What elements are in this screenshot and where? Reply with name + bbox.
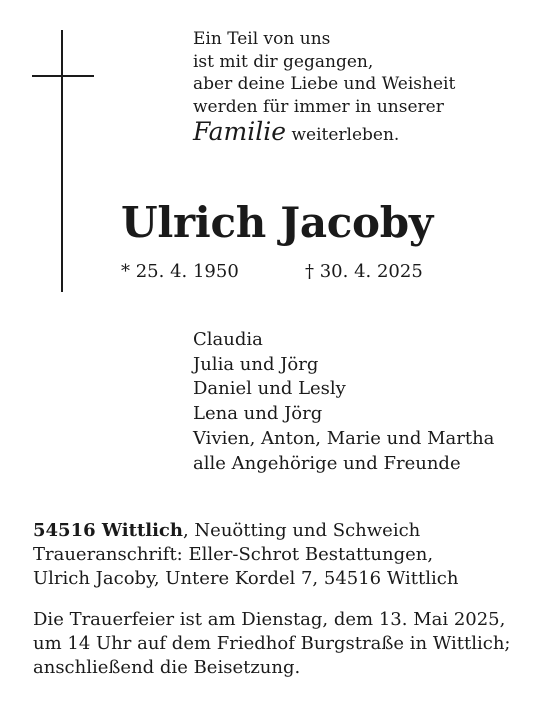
poem — [193, 28, 455, 147]
poem-emphasis: Familie — [193, 117, 287, 146]
mourner: Julia und Jörg — [193, 353, 319, 375]
cross-icon-vertical — [61, 30, 63, 292]
poem-line: aber deine Liebe und Weisheit — [193, 74, 456, 94]
address-place-rest: , Neuötting und Schweich — [182, 520, 421, 541]
address-line — [33, 519, 458, 543]
service-line: Die Trauerfeier ist am Dienstag, dem 13. Mai 2025, — [33, 609, 506, 630]
mourner: Vivien, Anton, Marie und Martha — [193, 427, 495, 449]
poem-ending: weiterleben. — [286, 125, 400, 145]
birth-date: * 25. 4. 1950 — [121, 261, 239, 282]
mourner: Claudia — [193, 329, 263, 350]
address-line: Ulrich Jacoby, Untere Kordel 7, 54516 Wittlich — [33, 568, 459, 589]
mourner: Daniel und Lesly — [193, 378, 346, 400]
deceased-name: Ulrich Jacoby — [121, 198, 433, 247]
poem-final-line — [193, 117, 455, 147]
cross-icon-horizontal — [32, 75, 94, 77]
mourners-list — [193, 328, 494, 476]
service-notice — [33, 608, 511, 680]
poem-line: werden für immer in unserer — [193, 96, 444, 117]
poem-line: Ein Teil von uns — [193, 29, 331, 49]
address-block — [33, 519, 458, 591]
address-line: Traueranschrift: Eller-Schrot Bestattungen, — [33, 544, 434, 565]
poem-line: ist mit dir gegangen, — [193, 51, 374, 72]
address-place-bold: 54516 Wittlich — [33, 520, 183, 541]
mourner: Lena und Jörg — [193, 403, 323, 425]
service-line: anschließend die Beisetzung. — [33, 657, 301, 678]
death-date: † 30. 4. 2025 — [305, 261, 423, 282]
mourner: alle Angehörige und Freunde — [193, 452, 461, 474]
service-line: um 14 Uhr auf dem Friedhof Burgstraße in Wittlich; — [33, 633, 511, 654]
